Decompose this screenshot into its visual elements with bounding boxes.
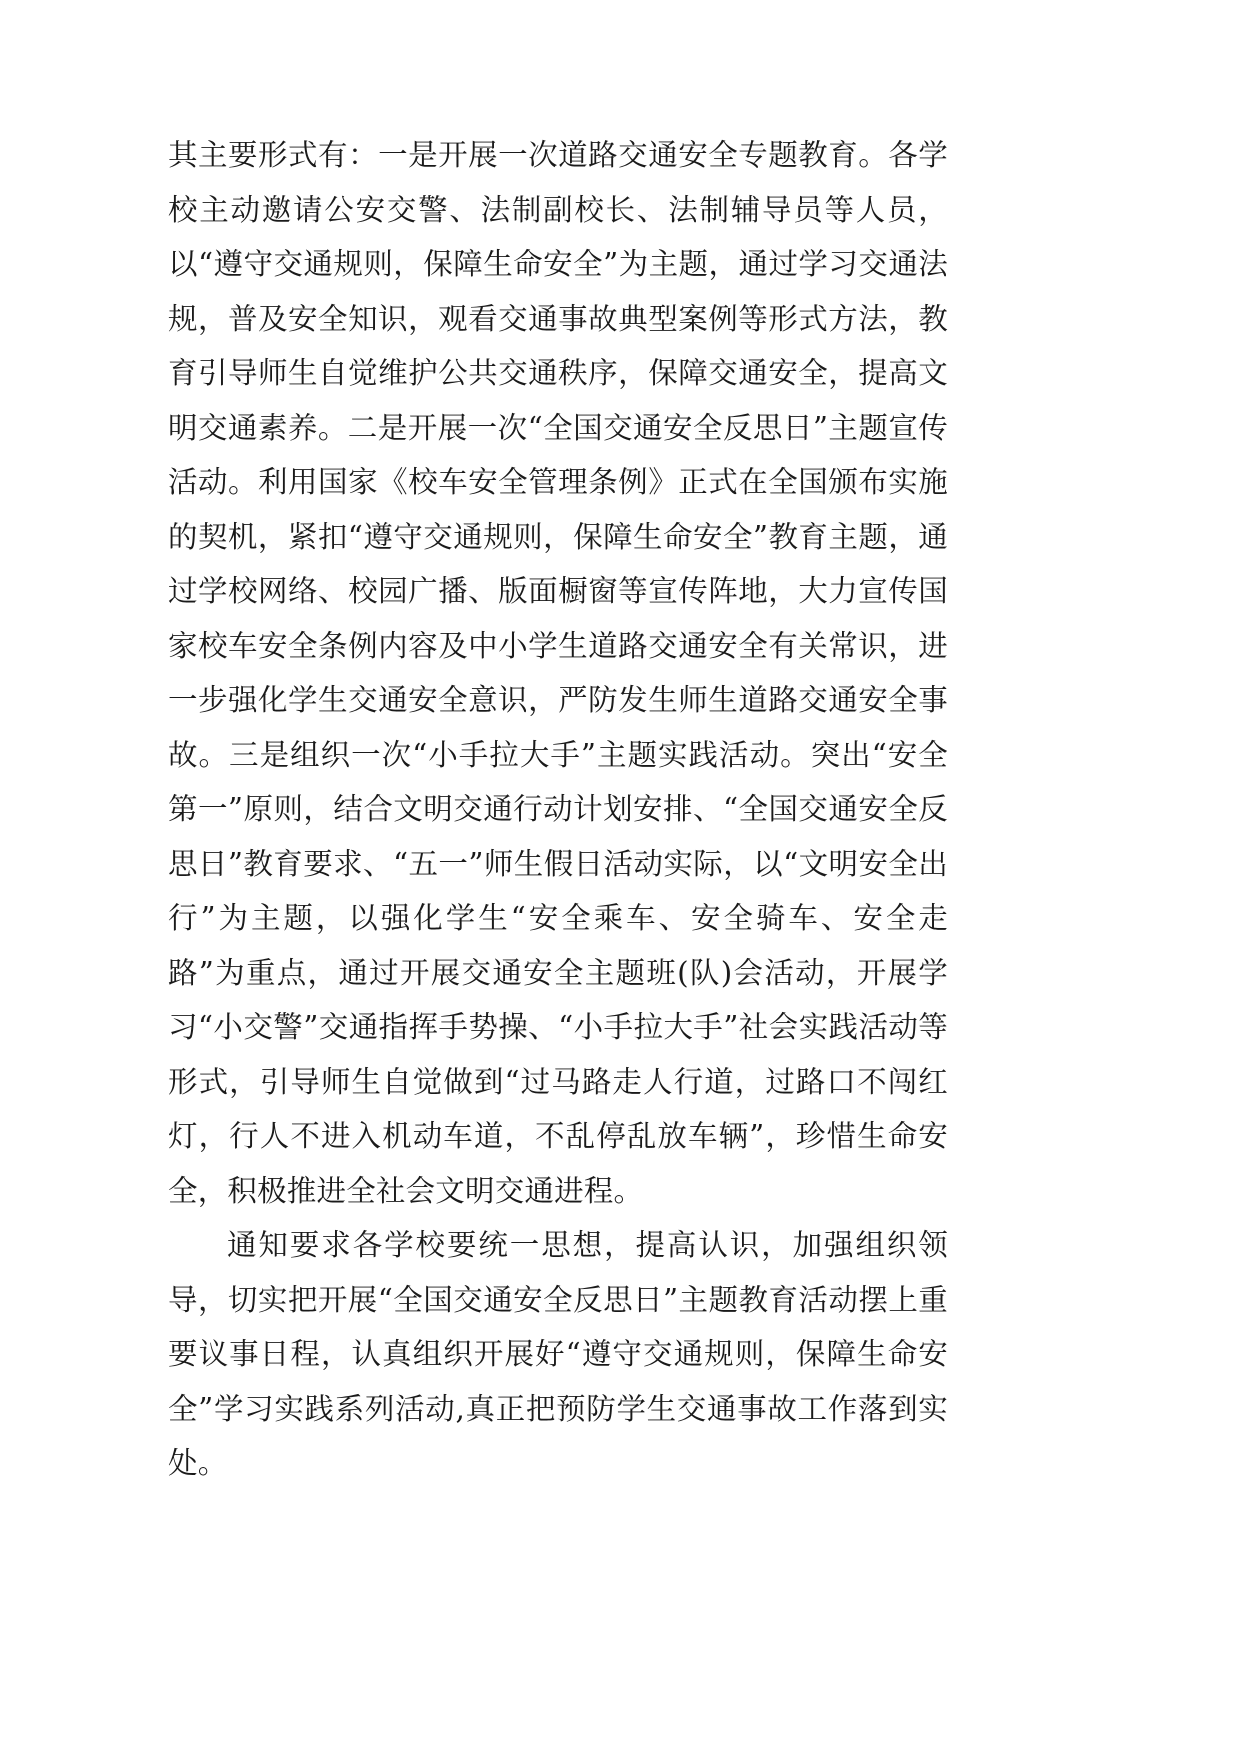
body-paragraph-2: 通知要求各学校要统一思想，提高认识，加强组织领导，切实把开展“全国交通安全反思日”主题教育活动摆上重要议事日程，认真组织开展好“遵守交通规则，保障生命安全”学习实践系列活动,真正把预防学生交通事故工作落到实处。	[168, 1228, 948, 1480]
body-paragraph-1: 其主要形式有：一是开展一次道路交通安全专题教育。各学校主动邀请公安交警、法制副校长、法制辅导员等人员，以“遵守交通规则，保障生命安全”为主题，通过学习交通法规，普及安全知识，观看交通事故典型案例等形式方法，教育引导师生自觉维护公共交通秩序，保障交通安全，提高文明交通素养。二是开展一次“全国交通安全反思日”主题宣传活动。利用国家《校车安全管理条例》正式在全国颁布实施的契机，紧扣“遵守交通规则，保障生命安全”教育主题，通过学校网络、校园广播、版面橱窗等宣传阵地，大力宣传国家校车安全条例内容及中小学生道路交通安全有关常识，进一步强化学生交通安全意识，严防发生师生道路交通安全事故。三是组织一次“小手拉大手”主题实践活动。突出“安全第一”原则，结合文明交通行动计划安排、“全国交通安全反思日”教育要求、“五一”师生假日活动实际，以“文明安全出行”为主题，以强化学生“安全乘车、安全骑车、安全走路”为重点，通过开展交通安全主题班(队)会活动，开展学习“小交警”交通指挥手势操、“小手拉大手”社会实践活动等形式，引导师生自觉做到“过马路走人行道，过路口不闯红灯，行人不进入机动车道，不乱停乱放车辆”，珍惜生命安全，积极推进全社会文明交通进程。	[168, 138, 948, 1208]
document-text-body	[168, 128, 948, 1491]
